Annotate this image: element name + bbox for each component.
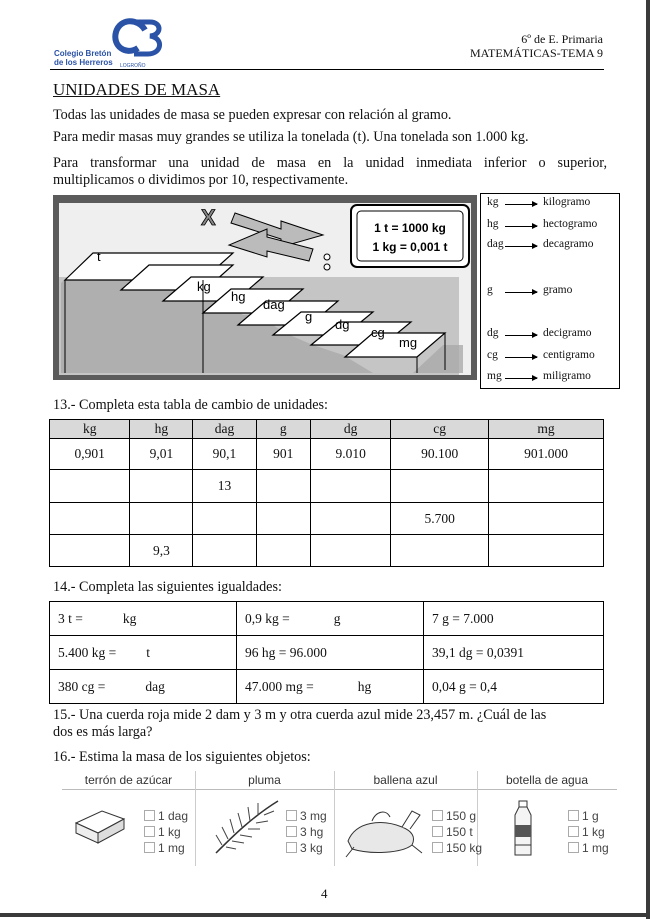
- unit-name-g: gramo: [543, 284, 573, 296]
- objects-divider: [62, 789, 617, 790]
- equality-cell[interactable]: [50, 602, 237, 636]
- table-row: [50, 503, 604, 535]
- option-checkbox[interactable]: 1 kg: [144, 825, 181, 839]
- option-checkbox[interactable]: 3 mg: [286, 809, 327, 823]
- equalities-table: [49, 601, 604, 704]
- intro-paragraph-3-line1: Para transformar una unidad de masa en la unidad inmediata inferior o superior,: [53, 155, 607, 171]
- table-cell[interactable]: 9,3: [130, 535, 193, 567]
- step-label-g: g: [305, 309, 313, 324]
- conversion-kg-to-ton: 1 kg = 0,001 t: [372, 240, 448, 254]
- equality-row: [50, 602, 604, 636]
- table-cell[interactable]: [310, 503, 390, 535]
- equality-cell[interactable]: [50, 670, 237, 704]
- page-number: 4: [321, 886, 328, 901]
- course-label: 6º de E. Primaria: [521, 32, 603, 46]
- table-cell[interactable]: 90.100: [391, 439, 489, 470]
- option-checkbox[interactable]: 150 kg: [432, 841, 482, 855]
- multiply-symbol: X: [201, 205, 216, 230]
- object-name-sugar: terrón de azúcar: [84, 773, 173, 787]
- school-name-line2: de los Herreros: [54, 58, 113, 67]
- equality-unit: g: [333, 610, 341, 626]
- equality-cell[interactable]: [424, 602, 604, 636]
- object-name-whale: ballena azul: [373, 773, 438, 787]
- table-cell[interactable]: 9.010: [310, 439, 390, 470]
- option-checkbox[interactable]: 1 mg: [568, 841, 609, 855]
- option-checkbox[interactable]: 150 t: [432, 825, 473, 839]
- section-title: UNIDADES DE MASA: [53, 80, 221, 99]
- option-checkbox[interactable]: 1 dag: [144, 809, 188, 823]
- step-label-t: t: [97, 249, 101, 264]
- page-frame-bottom: [0, 913, 650, 917]
- school-logo: [50, 8, 170, 70]
- equality-left: 7 g = 7.000: [432, 610, 494, 626]
- header-info: [470, 32, 603, 60]
- table-cell[interactable]: [130, 470, 193, 503]
- unit-name-mg: miligramo: [543, 370, 591, 382]
- table-cell[interactable]: [391, 535, 489, 567]
- equality-left: 39,1 dg = 0,0391: [432, 644, 524, 660]
- unit-abbr-kg: kg: [487, 196, 499, 208]
- unit-conversion-table: [49, 419, 604, 567]
- table-cell[interactable]: [50, 503, 130, 535]
- option-checkbox[interactable]: 150 g: [432, 809, 476, 823]
- option-checkbox[interactable]: 3 hg: [286, 825, 323, 839]
- table-row: [50, 470, 604, 503]
- equality-unit: hg: [357, 678, 372, 694]
- table-cell[interactable]: 90,1: [193, 439, 256, 470]
- step-label-dag: dag: [263, 297, 285, 312]
- equality-unit: kg: [122, 610, 137, 626]
- table-cell[interactable]: [489, 503, 604, 535]
- exercise-14-title: 14.- Completa las siguientes igualdades:: [53, 579, 282, 595]
- whale-icon: [342, 801, 426, 859]
- table-cell[interactable]: [50, 535, 130, 567]
- arrow-icon: [505, 292, 537, 293]
- equality-left: 47.000 mg =: [245, 678, 314, 694]
- exercise-16-title: 16.- Estima la masa de los siguientes objetos:: [53, 749, 311, 765]
- table-cell[interactable]: [310, 535, 390, 567]
- table-cell[interactable]: [489, 535, 604, 567]
- table-header-cell: kg: [50, 420, 130, 439]
- equality-unit: dag: [145, 678, 165, 694]
- arrow-icon: [505, 378, 537, 379]
- arrow-icon: [505, 357, 537, 358]
- unit-name-cg: centigramo: [543, 349, 595, 361]
- equality-left: 96 hg = 96.000: [245, 644, 327, 660]
- equality-left: 380 cg =: [58, 678, 106, 694]
- table-cell[interactable]: [310, 470, 390, 503]
- table-header-cell: dg: [310, 420, 390, 439]
- table-cell[interactable]: 901.000: [489, 439, 604, 470]
- equality-cell[interactable]: [424, 670, 604, 704]
- table-header-cell: g: [256, 420, 310, 439]
- table-cell[interactable]: [50, 470, 130, 503]
- table-cell[interactable]: [256, 470, 310, 503]
- unit-name-kg: kilogramo: [543, 196, 591, 208]
- arrow-icon: [505, 226, 537, 227]
- equality-row: [50, 670, 604, 704]
- table-cell[interactable]: [193, 503, 256, 535]
- unit-abbr-mg: mg: [487, 370, 502, 382]
- unit-abbr-dag: dag: [487, 238, 504, 250]
- exercise-13-title: 13.- Completa esta tabla de cambio de unidades:: [53, 397, 328, 413]
- intro-paragraph-2: Para medir masas muy grandes se utiliza la tonelada (t). Una tonelada son 1.000 kg.: [53, 129, 529, 145]
- arrow-icon: [505, 246, 537, 247]
- step-label-kg: kg: [197, 279, 211, 294]
- unit-name-dag: decagramo: [543, 238, 594, 250]
- option-checkbox[interactable]: 3 kg: [286, 841, 323, 855]
- school-name: [54, 49, 113, 67]
- water-bottle-icon: [510, 799, 536, 859]
- equality-left: 0,04 g = 0,4: [432, 678, 497, 694]
- feather-icon: [212, 797, 282, 857]
- conversion-ton-to-kg: 1 t = 1000 kg: [374, 221, 446, 235]
- equality-unit: t: [146, 644, 151, 660]
- staircase-figure: [53, 195, 477, 380]
- step-label-hg: hg: [231, 289, 246, 304]
- table-cell[interactable]: 5.700: [391, 503, 489, 535]
- equality-cell[interactable]: [424, 636, 604, 670]
- unit-abbr-g: g: [487, 284, 493, 296]
- exercise-15-line1: 15.- Una cuerda roja mide 2 dam y 3 m y otra cuerda azul mide 23,457 m. ¿Cuál de las: [53, 707, 547, 723]
- equality-row: [50, 636, 604, 670]
- table-header-cell: dag: [193, 420, 256, 439]
- intro-paragraph-3-line2: multiplicamos o dividimos por 10, respectivamente.: [53, 172, 349, 188]
- step-label-cg: cg: [371, 325, 385, 340]
- intro-paragraph-1: Todas las unidades de masa se pueden expresar con relación al gramo.: [53, 107, 452, 123]
- equality-left: 3 t =: [58, 610, 83, 626]
- table-cell[interactable]: [256, 535, 310, 567]
- table-cell[interactable]: [256, 503, 310, 535]
- object-name-feather: pluma: [248, 773, 281, 787]
- table-header-cell: mg: [489, 420, 604, 439]
- subject-label: MATEMÁTICAS-TEMA 9: [469, 46, 603, 60]
- unit-abbr-hg: hg: [487, 218, 499, 230]
- equality-cell[interactable]: [237, 636, 424, 670]
- option-checkbox[interactable]: 1 kg: [568, 825, 605, 839]
- table-row: [50, 535, 604, 567]
- equality-left: 0,9 kg =: [245, 610, 290, 626]
- unit-abbr-cg: cg: [487, 349, 498, 361]
- unit-abbr-dg: dg: [487, 327, 499, 339]
- units-list: [480, 193, 620, 389]
- table-cell[interactable]: 13: [193, 470, 256, 503]
- equality-cell[interactable]: [237, 670, 424, 704]
- table-header-cell: cg: [391, 420, 489, 439]
- school-city: LOGROÑO: [120, 63, 146, 69]
- table-cell[interactable]: 0,901: [50, 439, 130, 470]
- equality-cell[interactable]: [237, 602, 424, 636]
- table-cell[interactable]: [391, 470, 489, 503]
- school-name-line1: Colegio Bretón: [54, 49, 112, 58]
- object-name-bottle: botella de agua: [505, 773, 589, 787]
- unit-name-hg: hectogramo: [543, 218, 598, 230]
- unit-name-dg: decigramo: [543, 327, 592, 339]
- option-checkbox[interactable]: 1 g: [568, 809, 599, 823]
- page-frame-right: [646, 0, 650, 919]
- table-header-cell: hg: [130, 420, 193, 439]
- sugar-cube-icon: [72, 807, 128, 845]
- table-header-row: [50, 420, 604, 439]
- equality-cell[interactable]: [50, 636, 237, 670]
- table-cell[interactable]: 9,01: [130, 439, 193, 470]
- table-cell[interactable]: [130, 503, 193, 535]
- arrow-icon: [505, 335, 537, 336]
- table-cell[interactable]: 901: [256, 439, 310, 470]
- arrow-icon: [505, 204, 537, 205]
- table-row: [50, 439, 604, 470]
- step-label-mg: mg: [399, 335, 418, 350]
- equality-left: 5.400 kg =: [58, 644, 117, 660]
- table-cell[interactable]: [193, 535, 256, 567]
- objects-panel: [62, 771, 617, 866]
- exercise-15-line2: dos es más larga?: [53, 724, 153, 740]
- header-divider: [50, 69, 604, 70]
- option-checkbox[interactable]: 1 mg: [144, 841, 185, 855]
- step-label-dg: dg: [335, 317, 350, 332]
- table-cell[interactable]: [489, 470, 604, 503]
